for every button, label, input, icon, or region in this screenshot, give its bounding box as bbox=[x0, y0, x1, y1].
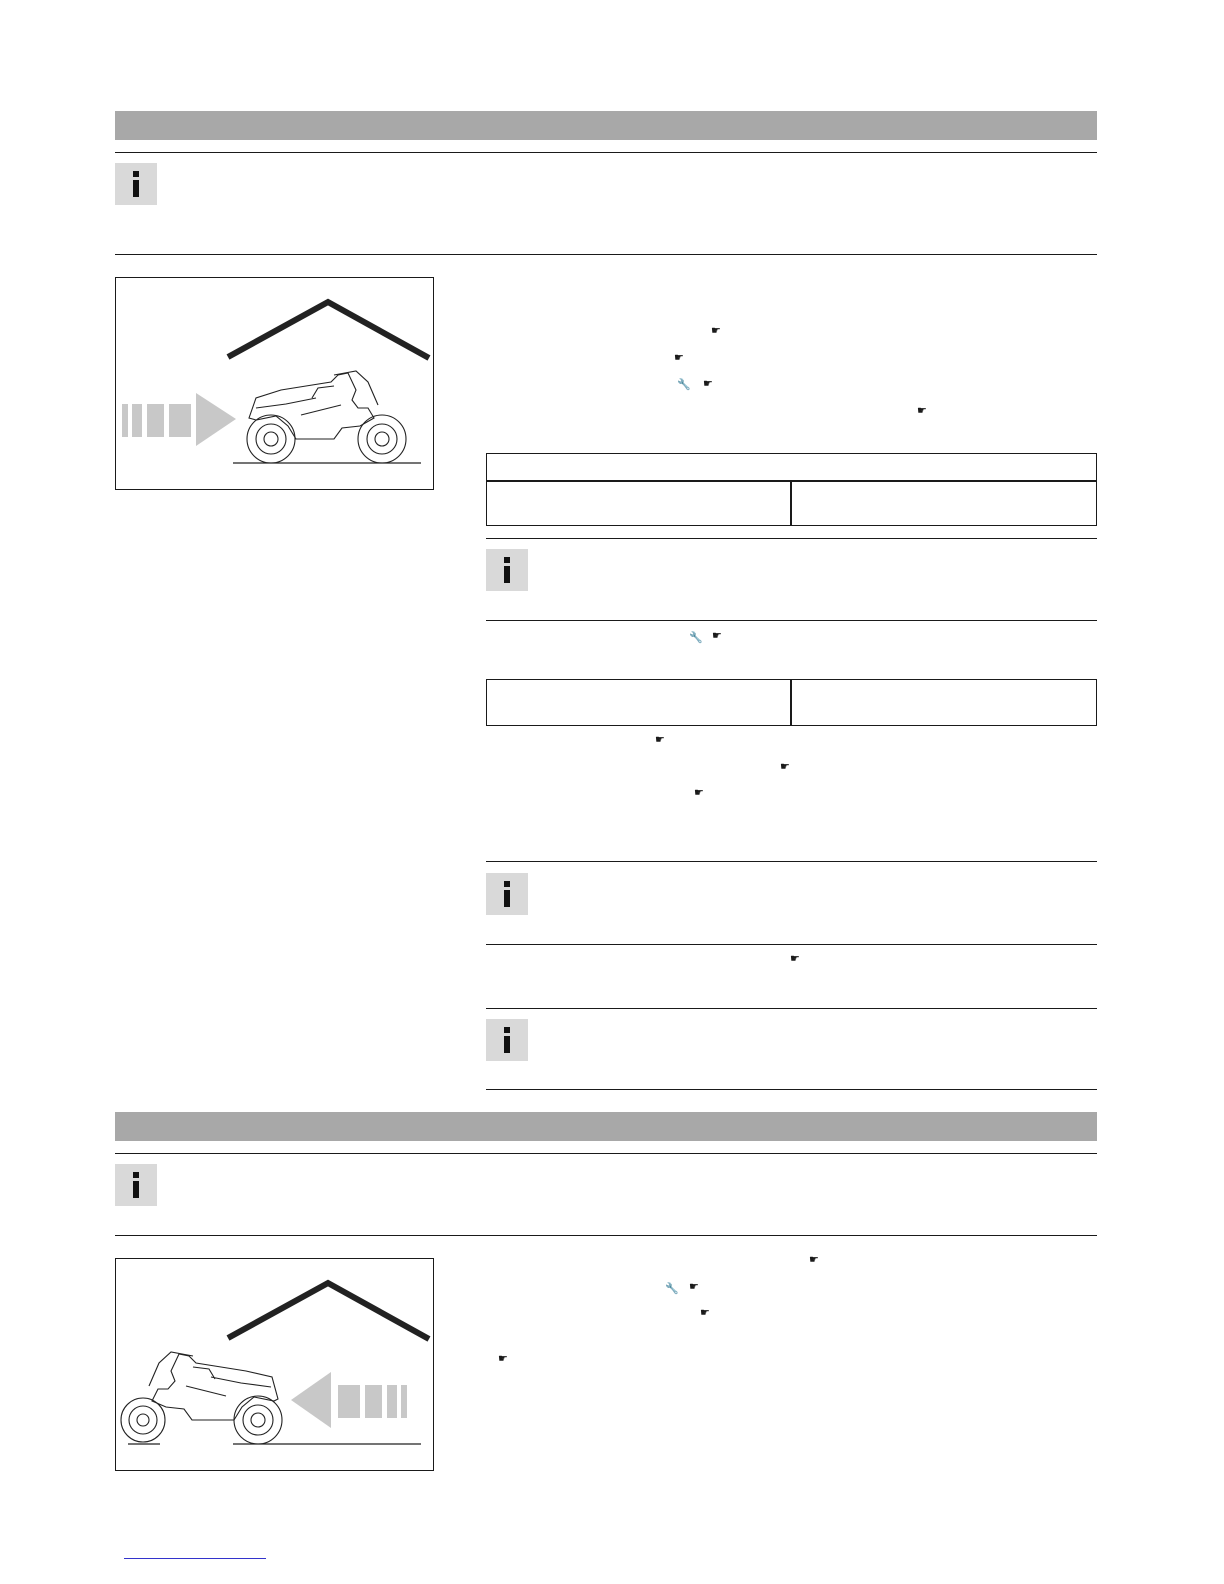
pointing-hand-icon: ☛ bbox=[655, 734, 665, 746]
storage-illustration bbox=[116, 278, 433, 489]
divider bbox=[486, 861, 1097, 862]
divider bbox=[486, 944, 1097, 945]
section-header-bar-after-storage bbox=[115, 1112, 1097, 1141]
wrench-icon: 🔧 bbox=[689, 632, 703, 644]
info-icon bbox=[486, 873, 528, 915]
wrench-icon: 🔧 bbox=[665, 1283, 679, 1295]
divider bbox=[115, 152, 1097, 153]
figure-vehicle-out-of-storage bbox=[115, 1258, 434, 1471]
info-icon bbox=[486, 1019, 528, 1061]
pointing-hand-icon: ☛ bbox=[780, 761, 790, 773]
divider bbox=[486, 1008, 1097, 1009]
divider bbox=[115, 1153, 1097, 1154]
figure-vehicle-into-storage bbox=[115, 277, 434, 490]
spec-table bbox=[486, 453, 1097, 526]
footer-link[interactable] bbox=[124, 1558, 266, 1559]
pointing-hand-icon: ☛ bbox=[809, 1254, 819, 1266]
pointing-hand-icon: ☛ bbox=[689, 1281, 699, 1293]
divider bbox=[486, 538, 1097, 539]
wrench-icon: 🔧 bbox=[677, 379, 691, 391]
divider bbox=[486, 620, 1097, 621]
pointing-hand-icon: ☛ bbox=[711, 325, 721, 337]
after-storage-illustration bbox=[116, 1259, 433, 1470]
pointing-hand-icon: ☛ bbox=[674, 352, 684, 364]
divider bbox=[486, 1089, 1097, 1090]
pointing-hand-icon: ☛ bbox=[712, 630, 722, 642]
info-icon bbox=[486, 549, 528, 591]
divider bbox=[115, 254, 1097, 255]
pointing-hand-icon: ☛ bbox=[703, 378, 713, 390]
pointing-hand-icon: ☛ bbox=[700, 1307, 710, 1319]
divider bbox=[115, 1235, 1097, 1236]
pointing-hand-icon: ☛ bbox=[790, 953, 800, 965]
pointing-hand-icon: ☛ bbox=[917, 405, 927, 417]
section-header-bar-storage bbox=[115, 111, 1097, 140]
pointing-hand-icon: ☛ bbox=[694, 787, 704, 799]
spec-table bbox=[486, 679, 1097, 726]
info-icon bbox=[115, 1164, 157, 1206]
info-icon bbox=[115, 163, 157, 205]
pointing-hand-icon: ☛ bbox=[498, 1353, 508, 1365]
